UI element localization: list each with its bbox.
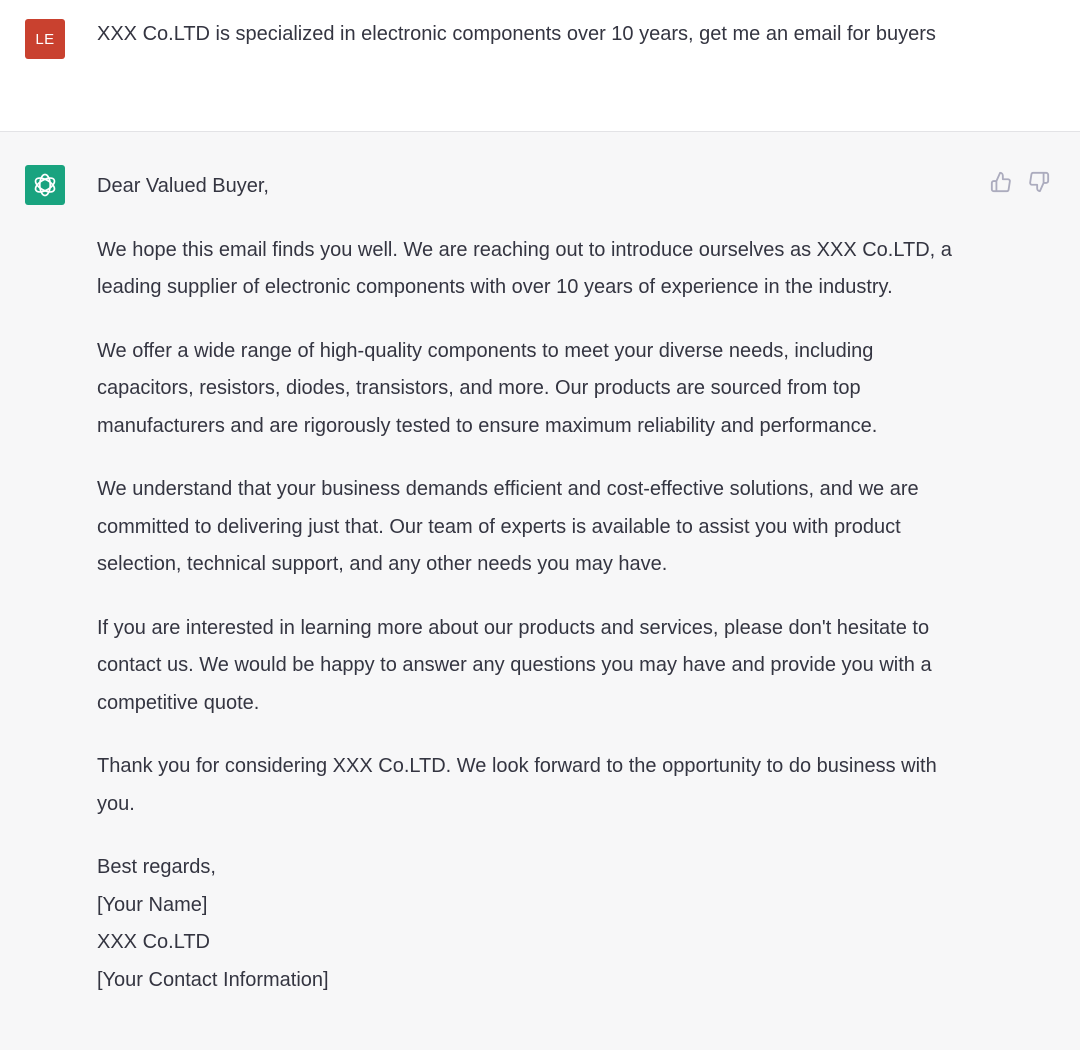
signature-contact: [Your Contact Information] — [97, 968, 329, 991]
reply-greeting: Dear Valued Buyer, — [97, 175, 269, 197]
assistant-message-row — [0, 132, 1080, 1050]
thumbs-down-icon — [1028, 171, 1050, 193]
thumbs-down-button[interactable] — [1027, 170, 1051, 194]
user-message-text: XXX Co.LTD is specialized in electronic components over 10 years, get me an email for buyers — [97, 23, 936, 45]
openai-logo-icon — [31, 171, 59, 199]
reply-paragraph: We understand that your business demands efficient and cost-effective solutions, and we are committed to delivering just that. Our team of experts is available to assist you with product selection, technical support, and any other needs you may have. — [97, 478, 919, 575]
reply-paragraph: We hope this email finds you well. We are reaching out to introduce ourselves as XXX Co.LTD, a leading supplier of electronic components with over 10 years of experience in the industry. — [97, 238, 952, 298]
assistant-avatar — [25, 165, 65, 205]
reply-paragraph: If you are interested in learning more about our products and services, please don't hesitate to contact us. We would be happy to answer any questions you may have and provide you with a competitive quote. — [97, 616, 932, 714]
reply-signature — [97, 849, 967, 999]
signature-company: XXX Co.LTD — [97, 931, 210, 953]
user-avatar-initials: LE — [35, 30, 55, 48]
user-avatar — [25, 19, 65, 59]
user-message-row — [0, 0, 1080, 132]
reply-paragraph: Thank you for considering XXX Co.LTD. We look forward to the opportunity to do business with you. — [97, 755, 937, 815]
assistant-reply — [97, 168, 967, 999]
signature-closing: Best regards, — [97, 856, 216, 878]
thumbs-up-button[interactable] — [989, 170, 1013, 194]
reply-paragraph: We offer a wide range of high-quality components to meet your diverse needs, including capacitors, resistors, diodes, transistors, and more. Our products are sourced from top manufacturers and are rigorously tested to ensure maximum reliability and performance. — [97, 339, 878, 437]
thumbs-up-icon — [990, 171, 1012, 193]
signature-name: [Your Name] — [97, 893, 208, 916]
